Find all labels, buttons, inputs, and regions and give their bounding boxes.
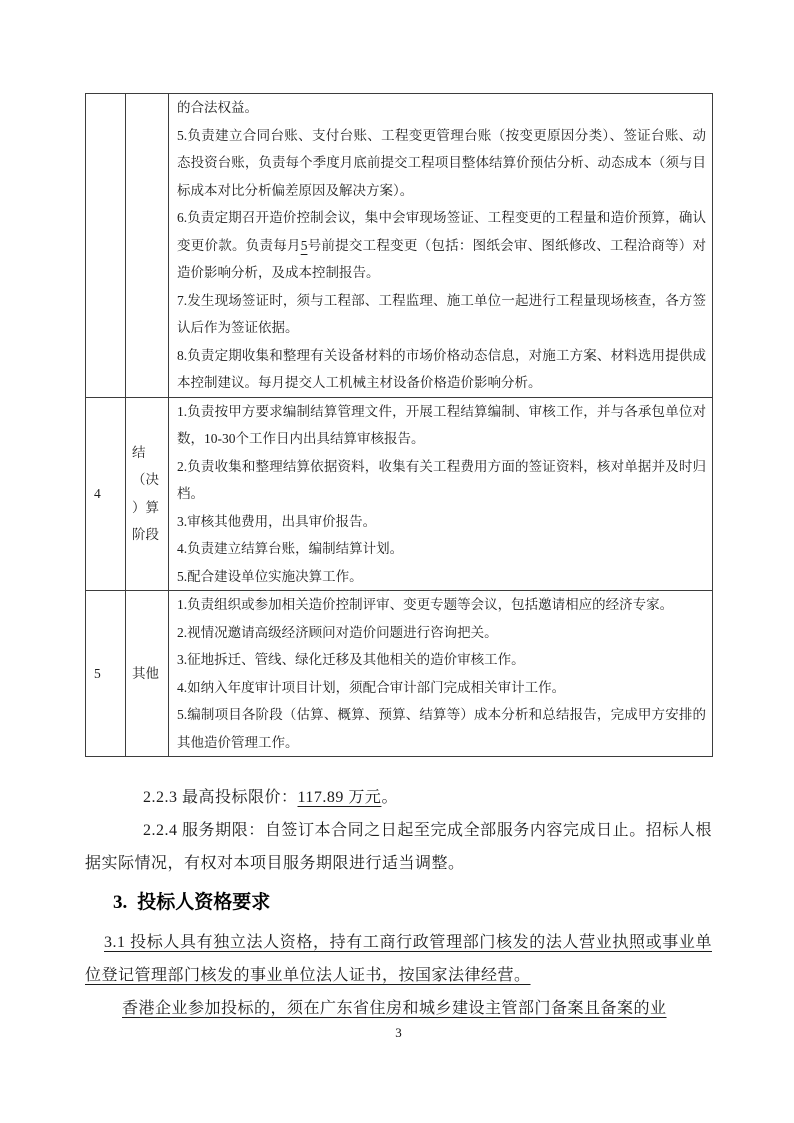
text-segment: 1.负责按甲方要求编制结算管理文件，开展工程结算编制、审核工作，并与各承包单位对数，10-30个工作日内出具结算审核报告。 [177, 403, 706, 446]
text-segment: 5.负责建立合同台账、支付台账、工程变更管理台账（按变更原因分类）、签证台账、动态投资台账，负责每个季度月底前提交工程项目整体结算价预估分析、动态成本（须与目标成本对比分析偏差原因及解决方案）。 [177, 127, 706, 198]
paragraphs-top [85, 781, 712, 880]
text-segment: 2.负责收集和整理结算依据资料，收集有关工程费用方面的签证资料，核对单据并及时归档。 [177, 458, 706, 501]
duty-item [177, 563, 706, 591]
stage-label-line: 结 [132, 444, 146, 460]
section-heading-title: 投标人资格要求 [137, 892, 271, 913]
duty-item [177, 94, 706, 122]
duty-item [177, 535, 706, 563]
text-segment: 的合法权益。 [177, 100, 258, 115]
underlined-text: 117.89 万元 [297, 789, 382, 806]
text-segment: 7.发生现场签证时，须与工程部、工程监理、施工单位一起进行工程量现场核查，各方签认后作为签证依据。 [177, 292, 706, 335]
text-segment: 6.负责定期召开造价控制会议，集中会审现场签证、工程变更的工程量和造价预算，确认变更价款。负责每月 [177, 210, 706, 253]
row-duties-cell [169, 397, 713, 591]
duty-item [177, 122, 706, 205]
paragraphs-bottom [85, 926, 712, 1025]
duty-item [177, 508, 706, 536]
paragraph-max-bid-price [85, 781, 712, 814]
text-segment: 3.审核其他费用，出具审价报告。 [177, 513, 377, 529]
text-segment: 。 [381, 789, 398, 806]
stage-label-line: 其他 [132, 665, 159, 681]
row-stage-cell [126, 591, 169, 757]
row-number-cell: 5 [86, 591, 126, 757]
duty-item [177, 674, 706, 702]
section-heading-number: 3. [113, 892, 128, 913]
underlined-text: 3.1 投标人具有独立法人资格，持有工商行政管理部门核发的法人营业执照或事业单位登记管理部门核发的事业单位法人证书，按国家法律经营。 [85, 934, 712, 984]
stage-label-line: ）算 [132, 499, 159, 515]
text-segment: 5.配合建设单位实施决算工作。 [177, 568, 363, 584]
duty-item [177, 204, 706, 287]
row-stage-cell [126, 94, 169, 398]
text-segment: 3.征地拆迁、管线、绿化迁移及其他相关的造价审核工作。 [177, 652, 525, 667]
text-segment: 2.2.3 最高投标限价： [143, 789, 298, 806]
underlined-text: 5 [300, 237, 308, 253]
text-segment: 1.负责组织或参加相关造价控制评审、变更专题等会议，包括邀请相应的经济专家。 [177, 597, 674, 612]
duty-item [177, 398, 706, 453]
text-segment: 2.视情况邀请高级经济顾问对造价问题进行咨询把关。 [177, 624, 498, 640]
duty-item [177, 619, 706, 647]
text-segment: 8.负责定期收集和整理有关设备材料的市场价格动态信息，对施工方案、材料选用提供成本控制建议。每月提交人工机械主材设备价格造价影响分析。 [177, 347, 706, 390]
duty-item [177, 591, 706, 619]
text-segment: 2.2.4 服务期限：自签订本合同之日起至完成全部服务内容完成日止。招标人根据实际情况，有权对本项目服务期限进行适当调整。 [85, 822, 712, 872]
stage-label-line: （决 [132, 472, 159, 488]
body-text [85, 781, 712, 1025]
row-number-cell [86, 94, 126, 398]
row-stage-cell [126, 397, 169, 591]
section-heading-bidder-qualification [85, 884, 712, 922]
table-row [86, 397, 713, 591]
duty-item [177, 453, 706, 508]
duty-item [177, 342, 706, 397]
underlined-text: 香港企业参加投标的，须在广东省住房和城乡建设主管部门备案且备案的业 [122, 1000, 667, 1017]
cost-consulting-duty-table [85, 93, 713, 757]
paragraph-bidder-qualification-3-1 [85, 926, 712, 992]
text-segment: 号前提交工程变更（包括：图纸会审、图纸修改、工程洽商等）对造价影响分析，及成本控制报告。 [177, 237, 707, 280]
duty-table-body [86, 94, 713, 757]
text-segment: 5.编制项目各阶段（估算、概算、预算、结算等）成本分析和总结报告，完成甲方安排的其他造价管理工作。 [177, 707, 706, 750]
duty-item [177, 646, 706, 674]
text-segment: 4.如纳入年度审计项目计划，须配合审计部门完成相关审计工作。 [177, 679, 566, 695]
stage-label-line: 阶段 [132, 527, 159, 543]
duty-item [177, 701, 706, 756]
table-row [86, 94, 713, 398]
row-duties-cell [169, 94, 713, 398]
row-duties-cell [169, 591, 713, 757]
table-row [86, 591, 713, 757]
duty-item [177, 287, 706, 342]
row-number-cell: 4 [86, 397, 126, 591]
paragraph-service-period [85, 814, 712, 880]
text-segment: 4.负责建立结算台账，编制结算计划。 [177, 541, 404, 556]
page-number: 3 [395, 1025, 402, 1040]
